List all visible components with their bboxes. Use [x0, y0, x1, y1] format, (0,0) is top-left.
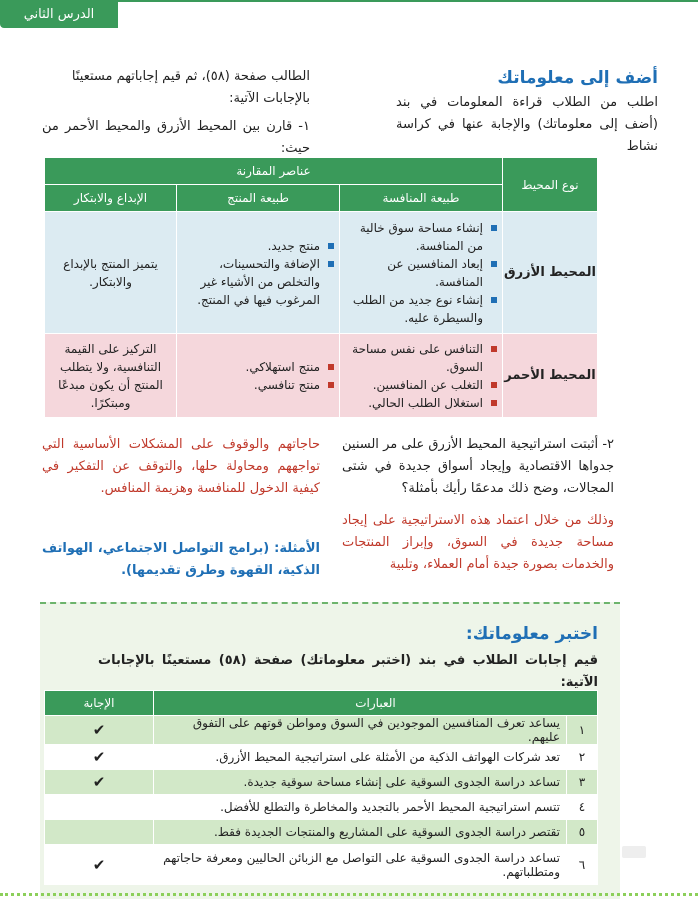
- top-rule: [118, 0, 698, 2]
- question-2-answer-right: وذلك من خلال اعتماد هذه الاستراتيجية على إيجاد مساحة جديدة في السوق، وإبراز المنتجات والخدمات بصورة جيدة أمام العملاء، وتلبية: [342, 513, 614, 572]
- list-item: إبعاد المنافسين عن المنافسة.: [341, 255, 497, 291]
- red-ocean-label: المحيط الأحمر: [503, 334, 598, 418]
- list-item: التغلب عن المنافسين.: [341, 376, 497, 394]
- row-statement: تعد شركات الهواتف الذكية من الأمثلة على استراتيجية المحيط الأزرق.: [154, 745, 567, 770]
- add-info-heading: أضف إلى معلوماتك: [497, 68, 658, 88]
- blue-innovation: يتميز المنتج بالإبداع والابتكار.: [45, 212, 177, 334]
- check-icon: ✔: [45, 745, 154, 770]
- list-item: منتج جديد.: [178, 237, 334, 255]
- col-ocean-type: نوع المحيط: [503, 158, 598, 212]
- row-statement: تقتصر دراسة الجدوى السوقية على المشاريع والمنتجات الجديدة فقط.: [154, 820, 567, 845]
- row-number: ٦: [567, 845, 598, 885]
- answers-table: [44, 690, 598, 885]
- row-number: ٥: [567, 820, 598, 845]
- table-row: [45, 820, 598, 845]
- answer-cell: [45, 795, 154, 820]
- list-item: إنشاء مساحة سوق خالية من المنافسة.: [341, 219, 497, 255]
- blue-ocean-label: المحيط الأزرق: [503, 212, 598, 334]
- comparison-table: [44, 157, 598, 418]
- blue-ocean-row: [45, 212, 598, 334]
- row-statement: تساعد دراسة الجدوى السوقية على التواصل مع الزبائن الحاليين ومعرفة حاجاتهم ومتطلباتهم.: [154, 845, 567, 885]
- question-2-examples: الأمثلة: (برامج التواصل الاجتماعي، الهواتف الذكية، القهوة وطرق تقديمها).: [42, 541, 320, 578]
- row-number: ٤: [567, 795, 598, 820]
- row-statement: تساعد دراسة الجدوى السوقية على إنشاء مساحة سوقية جديدة.: [154, 770, 567, 795]
- list-item: منتج تنافسي.: [178, 376, 334, 394]
- row-statement: تتسم استراتيجية المحيط الأحمر بالتجديد والمخاطرة والتطلع للأفضل.: [154, 795, 567, 820]
- table-row: [45, 770, 598, 795]
- col-answer: الإجابة: [45, 691, 154, 716]
- col-competition: طبيعة المنافسة: [340, 185, 503, 212]
- table-row: [45, 716, 598, 745]
- question-1: ١- قارن بين المحيط الأزرق والمحيط الأحمر من حيث:: [42, 119, 310, 156]
- question-2-answer-left: حاجاتهم والوقوف على المشكلات الأساسية التي تواجههم ومحاولة حلها، والتوقف عن التفكير في كيفية الدخول للمنافسة وهزيمة المنافس.: [42, 437, 320, 496]
- page-tag: [622, 846, 646, 858]
- left-intro-1: الطالب صفحة (٥٨)، ثم قيم إجاباتهم مستعينًا: [71, 69, 310, 84]
- list-item: استغلال الطلب الحالي.: [341, 394, 497, 412]
- col-statements: العبارات: [154, 691, 598, 716]
- test-knowledge-intro: قيم إجابات الطلاب في بند (اختبر معلوماتك) صفحة (٥٨) مستعينًا بالإجابات الآتية:: [98, 653, 598, 690]
- table-row: [45, 745, 598, 770]
- row-number: ١: [567, 716, 598, 745]
- check-icon: ✔: [45, 770, 154, 795]
- list-item: إنشاء نوع جديد من الطلب والسيطرة عليه.: [341, 291, 497, 327]
- list-item: التنافس على نفس مساحة السوق.: [341, 340, 497, 376]
- col-product: طبيعة المنتج: [177, 185, 340, 212]
- table-row: [45, 795, 598, 820]
- list-item: منتج استهلاكي.: [178, 358, 334, 376]
- question-2: ٢- أثبتت استراتيجية المحيط الأزرق على مر السنين جدواها الاقتصادية وإيجاد أسواق جديدة في شتى المجالات، وضح ذلك مدعمًا رأيك بأمثلة؟: [342, 437, 614, 496]
- row-number: ٢: [567, 745, 598, 770]
- left-intro-2: بالإجابات الآتية:: [229, 91, 310, 106]
- table-row: [45, 845, 598, 885]
- check-icon: ✔: [45, 716, 154, 745]
- list-item: الإضافة والتحسينات، والتخلص من الأشياء غير المرغوب فيها في المنتج.: [178, 255, 334, 309]
- test-knowledge-heading: اختبر معلوماتك:: [465, 624, 598, 644]
- row-number: ٣: [567, 770, 598, 795]
- check-icon: ✔: [45, 845, 154, 885]
- red-ocean-row: [45, 334, 598, 418]
- red-innovation: التركيز على القيمة التنافسية، ولا يتطلب المنتج أن يكون مبدعًا ومبتكرًا.: [45, 334, 177, 418]
- answer-cell: [45, 820, 154, 845]
- row-statement: يساعد تعرف المنافسين الموجودين في السوق ومواطن قوتهم على التفوق عليهم.: [154, 716, 567, 745]
- col-innovation: الإبداع والابتكار: [45, 185, 177, 212]
- lesson-ribbon: الدرس الثاني: [0, 0, 118, 28]
- add-info-text: اطلب من الطلاب قراءة المعلومات في بند (أضف إلى معلوماتك) والإجابة عنها في كراسة نشاط: [396, 95, 658, 154]
- col-comparison-group: عناصر المقارنة: [45, 158, 503, 185]
